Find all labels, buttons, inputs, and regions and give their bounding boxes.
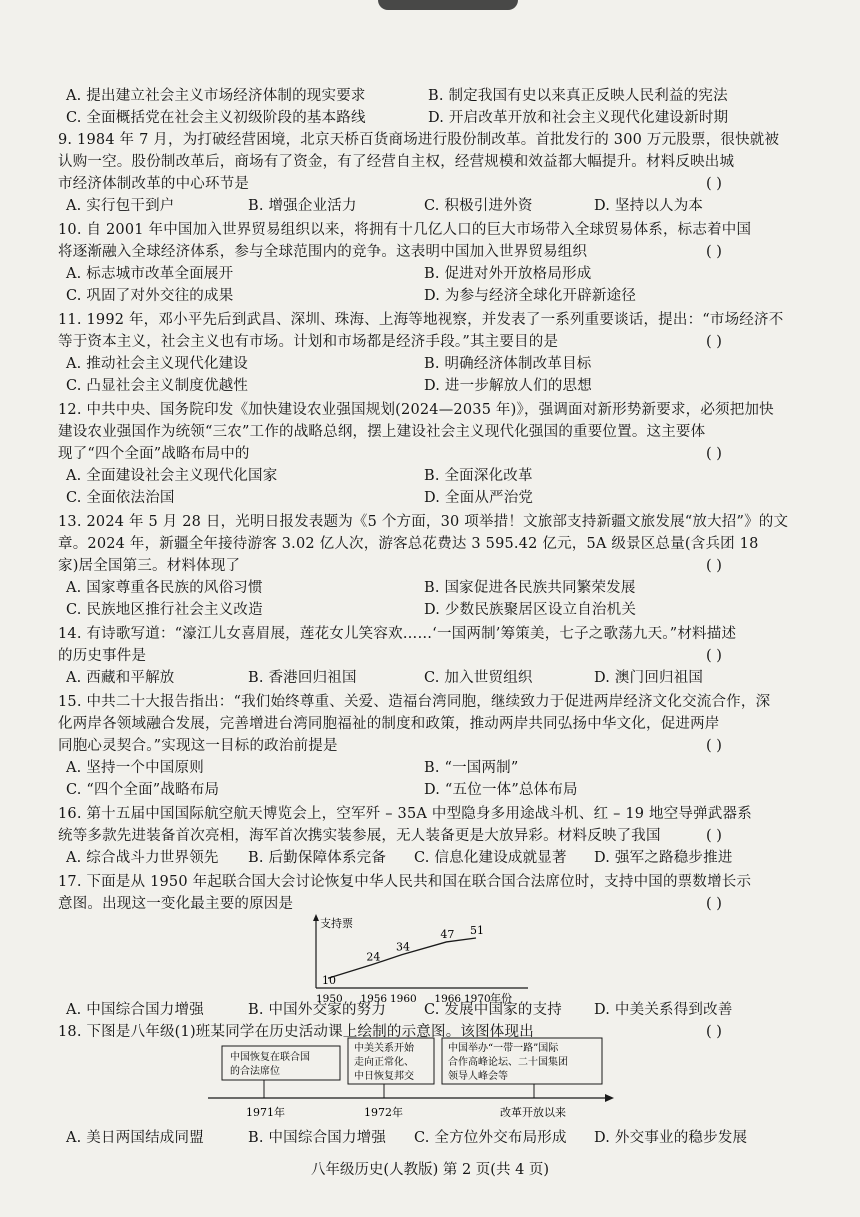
- q13-stem-line3: 家)居全国第三。材料体现了: [58, 558, 241, 574]
- q17-option-b: B. 中国外交家的努力: [248, 1002, 387, 1018]
- q16-answer-paren: ( ): [706, 828, 722, 844]
- q11-option-d: D. 进一步解放人们的思想: [424, 378, 592, 394]
- chart-data-label: 51: [470, 924, 484, 938]
- q12-answer-paren: ( ): [706, 446, 722, 462]
- box3-line1: 中国举办“一带一路”国际: [448, 1043, 559, 1054]
- q16-option-b: B. 后勤保障体系完备: [248, 850, 387, 866]
- q8-option-d: D. 开启改革开放和社会主义现代化建设新时期: [428, 110, 729, 126]
- diplomacy-timeline: [200, 1036, 620, 1126]
- q14-stem-line2: 的历史事件是: [58, 648, 147, 664]
- box3-line2: 合作高峰论坛、二十国集团: [448, 1057, 568, 1068]
- q13-answer-paren: ( ): [706, 558, 722, 574]
- q16-option-a: A. 综合战斗力世界领先: [66, 850, 219, 866]
- scan-clip-mark: [378, 0, 518, 10]
- q14-answer-paren: ( ): [706, 648, 722, 664]
- q17-option-c: C. 发展中国家的支持: [424, 1002, 562, 1018]
- q13-option-d: D. 少数民族聚居区设立自治机关: [424, 602, 637, 618]
- q10-option-c: C. 巩固了对外交往的成果: [66, 288, 234, 304]
- timeline-label-1971: 1971年: [246, 1106, 285, 1119]
- q15-answer-paren: ( ): [706, 738, 722, 754]
- q18-option-c: C. 全方位外交布局形成: [414, 1130, 567, 1146]
- q15-stem-line2: 化两岸各领域融合发展，完善增进台湾同胞福祉的制度和政策，推动两岸共同弘扬中华文化，促进两岸: [58, 716, 720, 732]
- chart-data-label: 24: [366, 950, 381, 964]
- q10-answer-paren: ( ): [706, 244, 722, 260]
- q17-option-a: A. 中国综合国力增强: [66, 1002, 204, 1018]
- chart-y-arrow: [313, 914, 319, 921]
- chart-data-label: 10: [322, 974, 336, 988]
- q8-option-a: A. 提出建立社会主义市场经济体制的现实要求: [66, 88, 366, 104]
- q9-stem-line3: 市经济体制改革的中心环节是: [58, 176, 250, 192]
- q12-stem-line2: 建设农业强国作为统领“三农”工作的战略总纲，摆上建设社会主义现代化强国的重要位置。这主要体: [58, 424, 706, 440]
- q16-stem-line2: 统等多款先进装备首次亮相，海军首次携实装参展，无人装备更是大放异彩。材料反映了我国: [58, 828, 661, 844]
- q15-option-d: D. “五位一体”总体布局: [424, 782, 578, 798]
- q13-stem-line1: 13. 2024 年 5 月 28 日，光明日报发表题为《5 个方面，30 项举措！文旅部支持新疆文旅发展“放大招”》的文: [58, 514, 789, 530]
- q16-option-d: D. 强军之路稳步推进: [594, 850, 733, 866]
- q14-stem-line1: 14. 有诗歌写道：“濠江儿女喜眉展，莲花女儿笑容欢……‘一国两制’筹策美，七子之歌荡九天。”材料描述: [58, 626, 737, 642]
- q15-stem-line1: 15. 中共二十大报告指出：“我们始终尊重、关爱、造福台湾同胞，继续致力于促进两岸经济文化交流合作，深: [58, 694, 771, 710]
- q17-answer-paren: ( ): [706, 896, 722, 912]
- q9-answer-paren: ( ): [706, 176, 722, 192]
- q11-stem-line1: 11. 1992 年，邓小平先后到武昌、深圳、珠海、上海等地视察，并发表了一系列重要谈话，提出：“市场经济不: [58, 312, 784, 328]
- page-footer: 八年级历史(人教版) 第 2 页(共 4 页): [310, 1162, 550, 1178]
- q10-option-d: D. 为参与经济全球化开辟新途径: [424, 288, 637, 304]
- q11-option-c: C. 凸显社会主义制度优越性: [66, 378, 249, 394]
- chart-y-label: 支持票: [320, 917, 353, 930]
- q18-option-b: B. 中国综合国力增强: [248, 1130, 387, 1146]
- q18-stem-line1: 18. 下图是八年级(1)班某同学在历史活动课上绘制的示意图。该图体现出: [58, 1024, 534, 1040]
- q12-option-c: C. 全面依法治国: [66, 490, 175, 506]
- chart-tick-label: 1950: [316, 993, 343, 1004]
- chart-tick-label: 1966: [434, 993, 462, 1004]
- q15-option-a: A. 坚持一个中国原则: [66, 760, 204, 776]
- q8-option-b: B. 制定我国有史以来真正反映人民利益的宪法: [428, 88, 728, 104]
- chart-x-label: 年份: [490, 992, 512, 1004]
- q12-option-d: D. 全面从严治党: [424, 490, 534, 506]
- q13-stem-line2: 章。2024 年，新疆全年接待游客 3.02 亿人次，游客总花费达 3 595.42 亿元，5A 级景区总量(含兵团 18: [58, 536, 759, 552]
- chart-tick-label: 1956: [360, 993, 388, 1004]
- chart-data-label: 34: [396, 940, 410, 954]
- q14-option-a: A. 西藏和平解放: [66, 670, 175, 686]
- box1-line1: 中国恢复在联合国: [230, 1052, 310, 1063]
- q9-stem-line2: 认购一空。股份制改革后，商场有了资金，有了经营自主权，经营规模和效益都大幅提升。材料反映出城: [58, 154, 735, 170]
- q17-stem-line2: 意图。出现这一变化最主要的原因是: [58, 896, 294, 912]
- q9-option-c: C. 积极引进外资: [424, 198, 533, 214]
- q13-option-a: A. 国家尊重各民族的风俗习惯: [66, 580, 263, 596]
- q10-option-b: B. 促进对外开放格局形成: [424, 266, 592, 282]
- box2-line1: 中美关系开始: [354, 1043, 414, 1054]
- q9-stem-line1: 9. 1984 年 7 月，为打破经营困境，北京天桥百货商场进行股份制改革。首批发行的 300 万元股票，很快就被: [58, 132, 780, 148]
- q11-option-b: B. 明确经济体制改革目标: [424, 356, 592, 372]
- chart-tick-label: 1960: [390, 993, 417, 1004]
- q15-option-c: C. “四个全面”战略布局: [66, 782, 220, 798]
- q15-stem-line3: 同胞心灵契合。”实现这一目标的政治前提是: [58, 738, 338, 754]
- timeline-label-reform: 改革开放以来: [500, 1106, 566, 1119]
- q11-stem-line2: 等于资本主义，社会主义也有市场。计划和市场都是经济手段。”其主要目的是: [58, 334, 559, 350]
- q12-stem-line1: 12. 中共中央、国务院印发《加快建设农业强国规划(2024—2035 年)》，强调面对新形势新要求，必须把加快: [58, 402, 774, 418]
- q18-answer-paren: ( ): [706, 1024, 722, 1040]
- box2-line2: 走向正常化、: [354, 1057, 414, 1068]
- q10-stem-line1: 10. 自 2001 年中国加入世界贸易组织以来，将拥有十几亿人口的巨大市场带入全球贸易体系，标志着中国: [58, 222, 752, 238]
- q13-option-c: C. 民族地区推行社会主义改造: [66, 602, 263, 618]
- q12-option-b: B. 全面深化改革: [424, 468, 533, 484]
- q14-option-d: D. 澳门回归祖国: [594, 670, 704, 686]
- box2-line3: 中日恢复邦交: [354, 1071, 414, 1082]
- q16-option-c: C. 信息化建设成就显著: [414, 850, 567, 866]
- q18-option-d: D. 外交事业的稳步发展: [594, 1130, 748, 1146]
- q10-stem-line2: 将逐渐融入全球经济体系，参与全球范围内的竞争。这表明中国加入世界贸易组织: [58, 244, 588, 260]
- timeline-label-1972: 1972年: [364, 1106, 403, 1119]
- vote-chart: [296, 914, 536, 1004]
- box1-line2: 的合法席位: [230, 1066, 280, 1077]
- q15-option-b: B. “一国两制”: [424, 760, 519, 776]
- q9-option-d: D. 坚持以人为本: [594, 198, 704, 214]
- q11-option-a: A. 推动社会主义现代化建设: [66, 356, 248, 372]
- timeline-arrow: [605, 1094, 614, 1102]
- q12-option-a: A. 全面建设社会主义现代化国家: [66, 468, 278, 484]
- q10-option-a: A. 标志城市改革全面展开: [66, 266, 234, 282]
- q9-option-b: B. 增强企业活力: [248, 198, 357, 214]
- q17-stem-line1: 17. 下面是从 1950 年起联合国大会讨论恢复中华人民共和国在联合国合法席位时，支持中国的票数增长示: [58, 874, 752, 890]
- q11-answer-paren: ( ): [706, 334, 722, 350]
- q8-option-c: C. 全面概括党在社会主义初级阶段的基本路线: [66, 110, 366, 126]
- q16-stem-line1: 16. 第十五届中国国际航空航天博览会上，空军歼 – 35A 中型隐身多用途战斗机、红 – 19 地空导弹武器系: [58, 806, 752, 822]
- q12-stem-line3: 现了“四个全面”战略布局中的: [58, 446, 250, 462]
- q13-option-b: B. 国家促进各民族共同繁荣发展: [424, 580, 636, 596]
- q18-option-a: A. 美日两国结成同盟: [66, 1130, 204, 1146]
- q14-option-c: C. 加入世贸组织: [424, 670, 533, 686]
- box3-line3: 领导人峰会等: [448, 1071, 508, 1082]
- chart-tick-label: 1970: [464, 993, 491, 1004]
- q9-option-a: A. 实行包干到户: [66, 198, 175, 214]
- chart-data-label: 47: [440, 927, 455, 941]
- q14-option-b: B. 香港回归祖国: [248, 670, 357, 686]
- q17-option-d: D. 中美关系得到改善: [594, 1002, 733, 1018]
